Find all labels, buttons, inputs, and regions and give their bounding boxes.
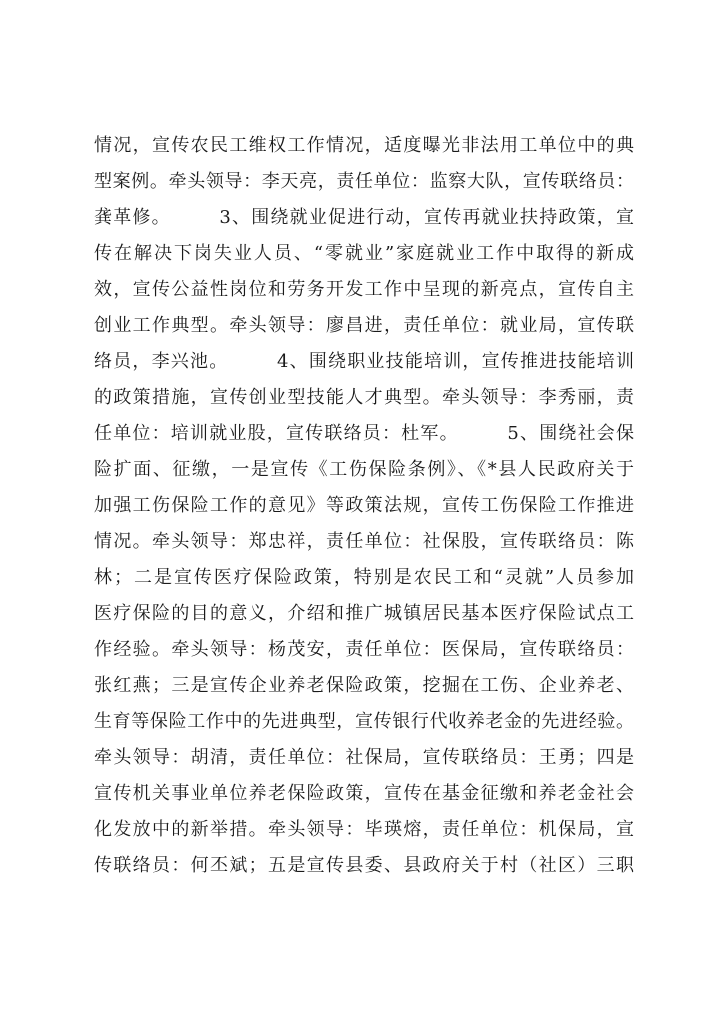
text-line: 加强工伤保险工作的意见》等政策法规，宣传工伤保险工作推进: [94, 495, 634, 516]
text-line: 情况，宣传农民工维权工作情况，适度曝光非法用工单位中的典: [94, 135, 634, 156]
text-line: 的政策措施，宣传创业型技能人才典型。牵头领导：李秀丽，责: [94, 387, 634, 408]
text-line: 创业工作典型。牵头领导：廖昌进，责任单位：就业局，宣传联: [94, 315, 634, 336]
text-line: 张红燕；三是宣传企业养老保险政策，挖掘在工伤、企业养老、: [94, 675, 634, 696]
text-line: 任单位：培训就业股，宣传联络员：杜军。 5、围绕社会保: [94, 423, 634, 444]
text-line: 化发放中的新举措。牵头领导：毕瑛熔，责任单位：机保局，宣: [94, 819, 634, 840]
text-line: 医疗保险的目的意义，介绍和推广城镇居民基本医疗保险试点工: [94, 603, 634, 624]
text-line: 宣传机关事业单位养老保险政策，宣传在基金征缴和养老金社会: [94, 783, 634, 804]
body-text: [94, 128, 634, 884]
text-line: 传在解决下岗失业人员、“零就业”家庭就业工作中取得的新成: [94, 243, 634, 264]
text-line: 作经验。牵头领导：杨茂安，责任单位：医保局，宣传联络员：: [94, 639, 634, 660]
text-line: 生育等保险工作中的先进典型，宣传银行代收养老金的先进经验。: [94, 711, 634, 732]
text-line: 效，宣传公益性岗位和劳务开发工作中呈现的新亮点，宣传自主: [94, 279, 634, 300]
text-line: 情况。牵头领导：郑忠祥，责任单位：社保股，宣传联络员：陈: [94, 531, 634, 552]
text-line: 传联络员：何丕斌；五是宣传县委、县政府关于村（社区）三职: [94, 855, 634, 876]
text-line: 险扩面、征缴，一是宣传《工伤保险条例》、《*县人民政府关于: [94, 459, 634, 480]
text-line: 林；二是宣传医疗保险政策，特别是农民工和“灵就”人员参加: [94, 567, 634, 588]
text-line: 龚革修。 3、围绕就业促进行动，宣传再就业扶持政策，宣: [94, 207, 634, 228]
text-line: 型案例。牵头领导：李天亮，责任单位：监察大队，宣传联络员：: [94, 171, 634, 192]
text-line: 牵头领导：胡清，责任单位：社保局，宣传联络员：王勇；四是: [94, 747, 634, 768]
text-line: 络员，李兴池。 4、围绕职业技能培训，宣传推进技能培训: [94, 351, 634, 372]
